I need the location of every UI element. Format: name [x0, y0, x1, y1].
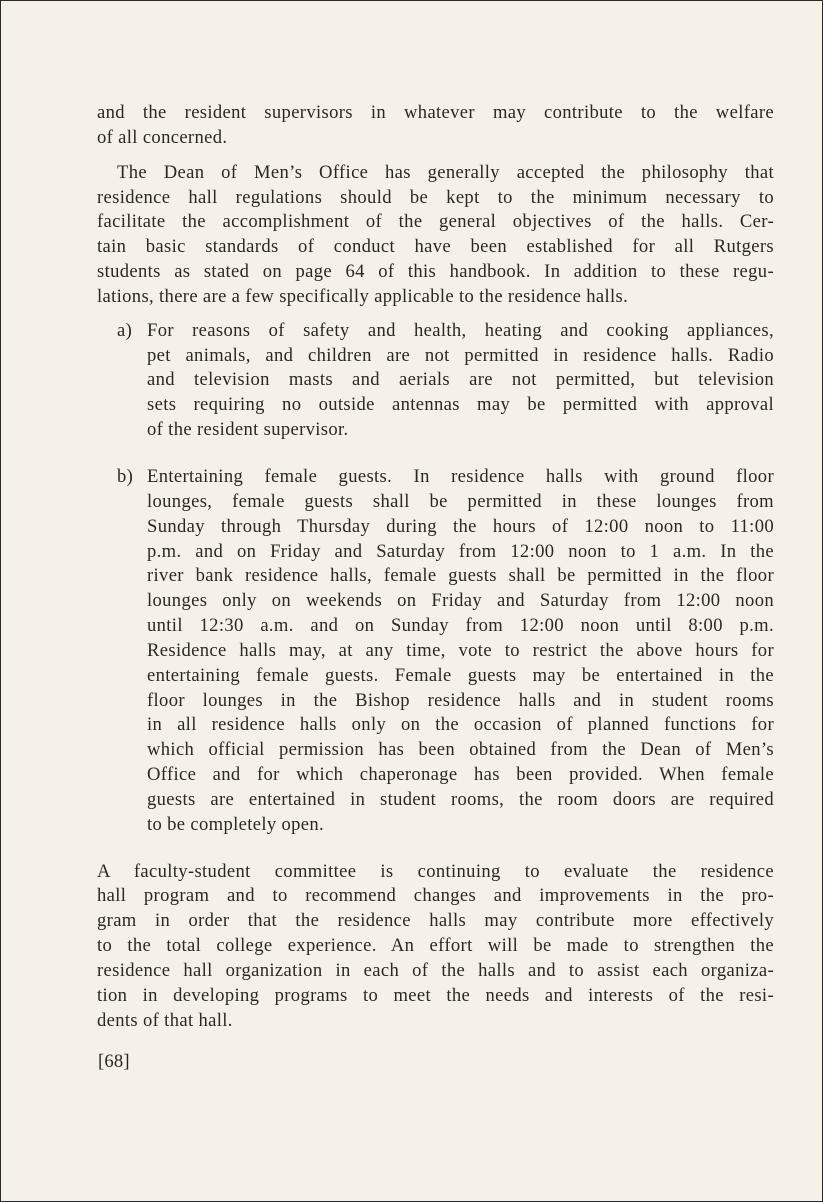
- regulation-line: p.m. and on Friday and Saturday from 12:00 noon to 1 a.m. In the: [147, 540, 774, 562]
- regulation-line: of the resident supervisor.: [147, 419, 349, 441]
- page-number: [68]: [98, 1051, 130, 1072]
- paragraph-line: lations, there are a few specifically applicable to the residence halls.: [97, 285, 629, 307]
- paragraph-line: tain basic standards of conduct have been established for all Rutgers: [97, 236, 774, 258]
- regulation-line: river bank residence halls, female guests shall be permitted in the floor: [147, 565, 774, 587]
- paragraph-line: students as stated on page 64 of this handbook. In addition to these regu-: [97, 261, 774, 283]
- paragraph-line: of all concerned.: [97, 126, 228, 148]
- regulation-line: and television masts and aerials are not permitted, but television: [147, 369, 774, 391]
- regulation-line: in all residence halls only on the occasion of planned functions for: [147, 714, 774, 736]
- regulation-line: guests are entertained in student rooms, the room doors are required: [147, 788, 774, 810]
- paragraph-line: hall program and to recommend changes and improvements in the pro-: [97, 885, 774, 907]
- regulation-line: Entertaining female guests. In residence halls with ground floor: [147, 465, 774, 487]
- regulation-line: lounges, female guests shall be permitted in these lounges from: [147, 490, 774, 512]
- paragraph-line: and the resident supervisors in whatever may contribute to the welfare: [97, 102, 774, 123]
- regulation-line: Residence halls may, at any time, vote to restrict the above hours for: [147, 639, 774, 661]
- regulation-line: sets requiring no outside antennas may be permitted with approval: [147, 394, 774, 416]
- regulation-line: Sunday through Thursday during the hours of 12:00 noon to 11:00: [147, 515, 774, 537]
- paragraph-line: facilitate the accomplishment of the general objectives of the halls. Cer-: [97, 211, 774, 233]
- regulation-line: For reasons of safety and health, heating and cooking appliances,: [147, 319, 774, 341]
- opening-paragraph: [97, 101, 774, 151]
- regulation-line: pet animals, and children are not permitted in residence halls. Radio: [147, 344, 774, 366]
- paragraph-line: gram in order that the residence halls may contribute more effectively: [97, 910, 774, 932]
- policy-paragraph: [97, 161, 774, 310]
- regulation-label: b): [117, 465, 134, 487]
- paragraph-line: residence hall organization in each of the halls and to assist each organiza-: [97, 960, 774, 981]
- regulation-line: until 12:30 a.m. and on Sunday from 12:00 noon until 8:00 p.m.: [147, 615, 774, 637]
- paragraph-line: A faculty-student committee is continuing to evaluate the residence: [97, 860, 774, 882]
- regulation-a: [117, 319, 774, 443]
- regulation-label: a): [117, 319, 133, 341]
- regulation-b: [117, 465, 774, 838]
- regulation-line: entertaining female guests. Female guests may be entertained in the: [147, 664, 774, 686]
- paragraph-line: The Dean of Men’s Office has generally accepted the philosophy that: [117, 161, 774, 183]
- page-body: [97, 101, 774, 1034]
- paragraph-line: tion in developing programs to meet the needs and interests of the resi-: [97, 984, 774, 1006]
- regulation-line: Office and for which chaperonage has been provided. When female: [147, 764, 774, 786]
- committee-paragraph: [97, 860, 774, 1034]
- paragraph-line: to the total college experience. An effort will be made to strengthen the: [97, 935, 774, 957]
- paragraph-line: dents of that hall.: [97, 1009, 233, 1031]
- regulation-line: floor lounges in the Bishop residence halls and in student rooms: [147, 689, 774, 711]
- regulation-line: lounges only on weekends on Friday and Saturday from 12:00 noon: [147, 590, 774, 612]
- paragraph-line: residence hall regulations should be kept to the minimum necessary to: [97, 186, 774, 208]
- regulation-line: to be completely open.: [147, 813, 325, 835]
- regulation-line: which official permission has been obtained from the Dean of Men’s: [147, 739, 774, 761]
